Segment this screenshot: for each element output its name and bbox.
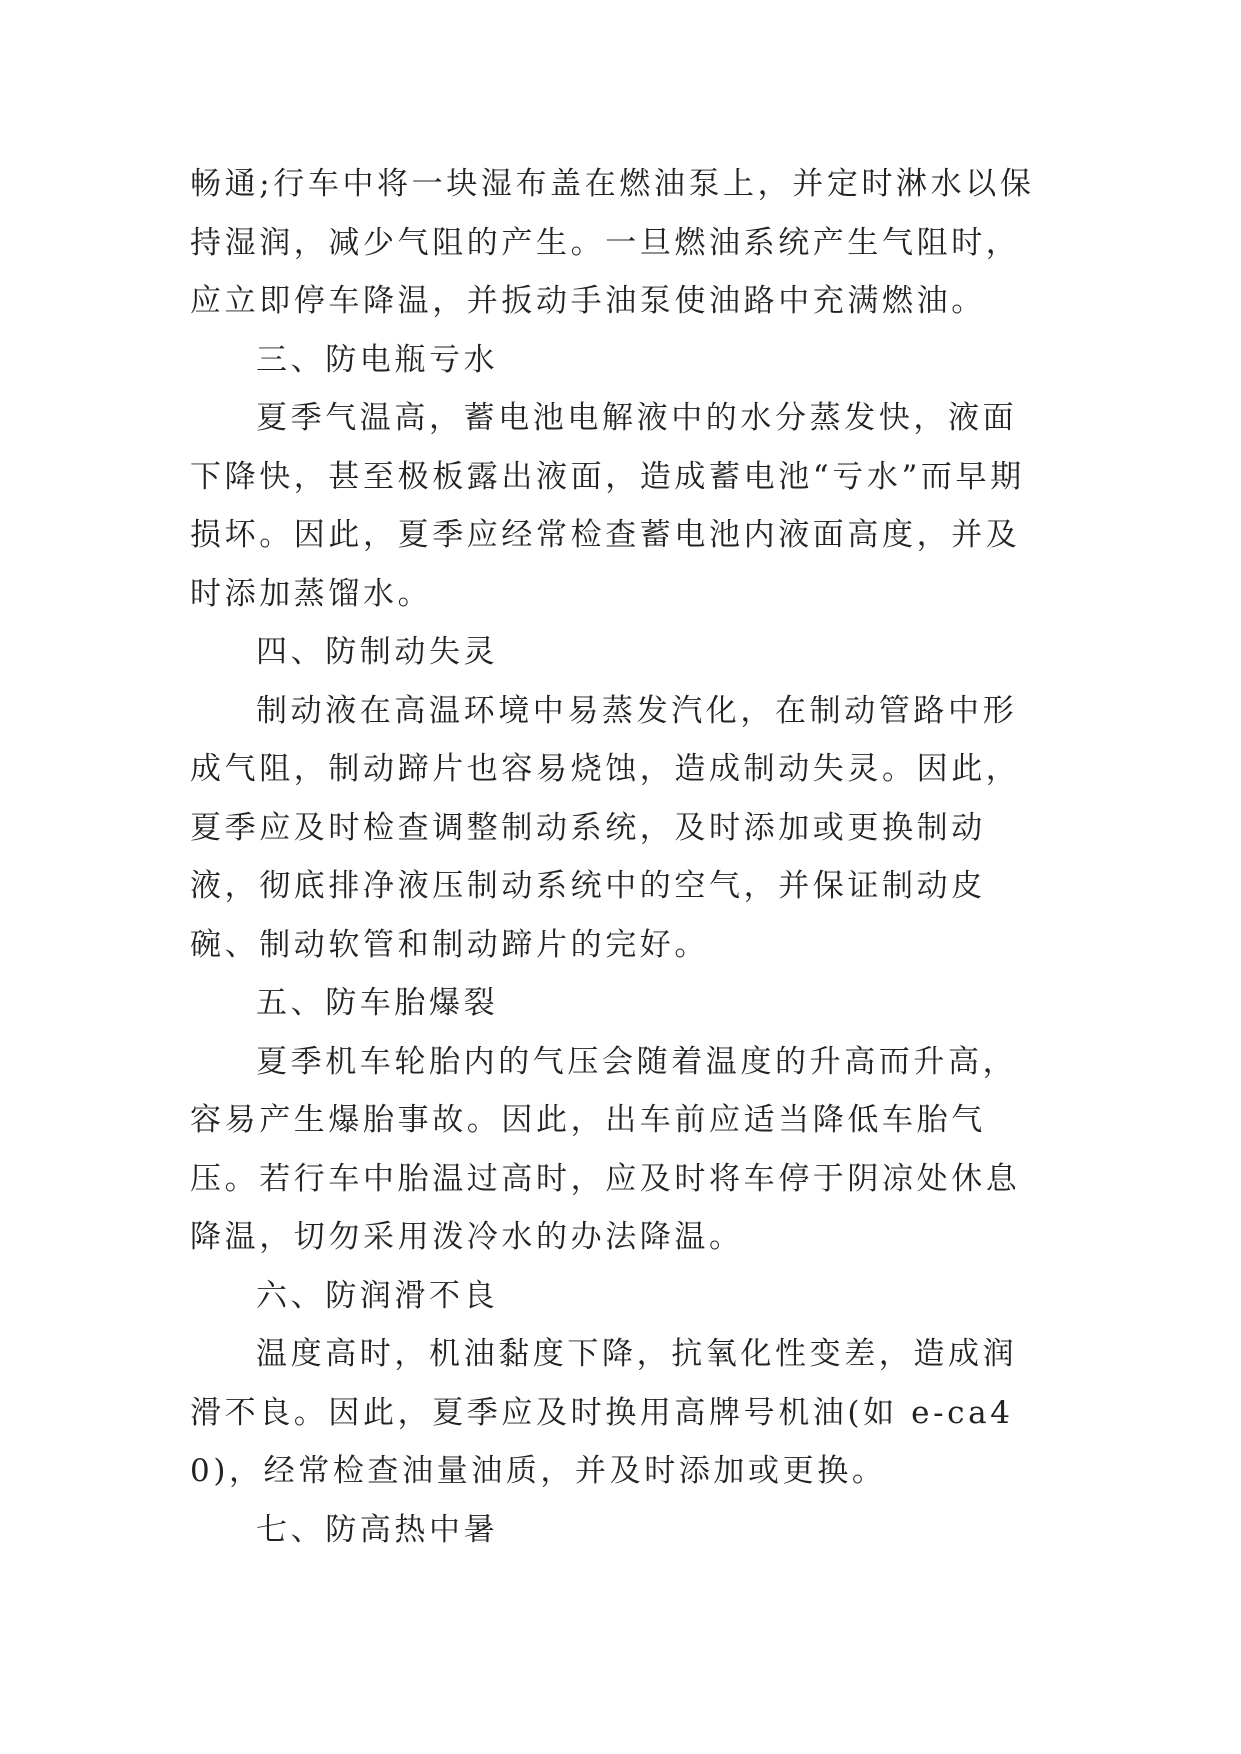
section-heading-battery: 三、防电瓶亏水 [256,341,499,378]
section-heading-heatstroke: 七、防高热中暑 [256,1511,499,1548]
paragraph-brakes: 制动液在高温环境中易蒸发汽化，在制动管路中形成气阻，制动蹄片也容易烧蚀，造成制动失灵。因此，夏季应及时检查调整制动系统，及时添加或更换制动液，彻底排净液压制动系统中的空气，并保证制动皮碗、制动软管和制动蹄片的完好。 [190,692,1021,963]
paragraph-fuel-vapor-lock-continued: 畅通;行车中将一块湿布盖在燃油泵上，并定时淋水以保持湿润，减少气阻的产生。一旦燃油系统产生气阻时，应立即停车降温，并扳动手油泵使油路中充满燃油。 [190,166,1035,319]
paragraph-tires: 夏季机车轮胎内的气压会随着温度的升高而升高，容易产生爆胎事故。因此，出车前应适当降低车胎气压。若行车中胎温过高时，应及时将车停于阴凉处休息降温，切勿采用泼冷水的办法降温。 [190,1043,1021,1255]
section-heading-lubrication: 六、防润滑不良 [256,1277,499,1314]
paragraph-battery: 夏季气温高，蓄电池电解液中的水分蒸发快，液面下降快，甚至极板露出液面，造成蓄电池“亏水”而早期损坏。因此，夏季应经常检查蓄电池内液面高度，并及时添加蒸馏水。 [190,400,1025,612]
paragraph-lubrication: 温度高时，机油黏度下降，抗氧化性变差，造成润滑不良。因此，夏季应及时换用高牌号机油(如 e-ca40)，经常检查油量油质，并及时添加或更换。 [190,1336,1018,1489]
section-heading-brakes: 四、防制动失灵 [256,634,499,670]
section-heading-tires: 五、防车胎爆裂 [256,985,499,1021]
document-body [190,155,1050,1559]
